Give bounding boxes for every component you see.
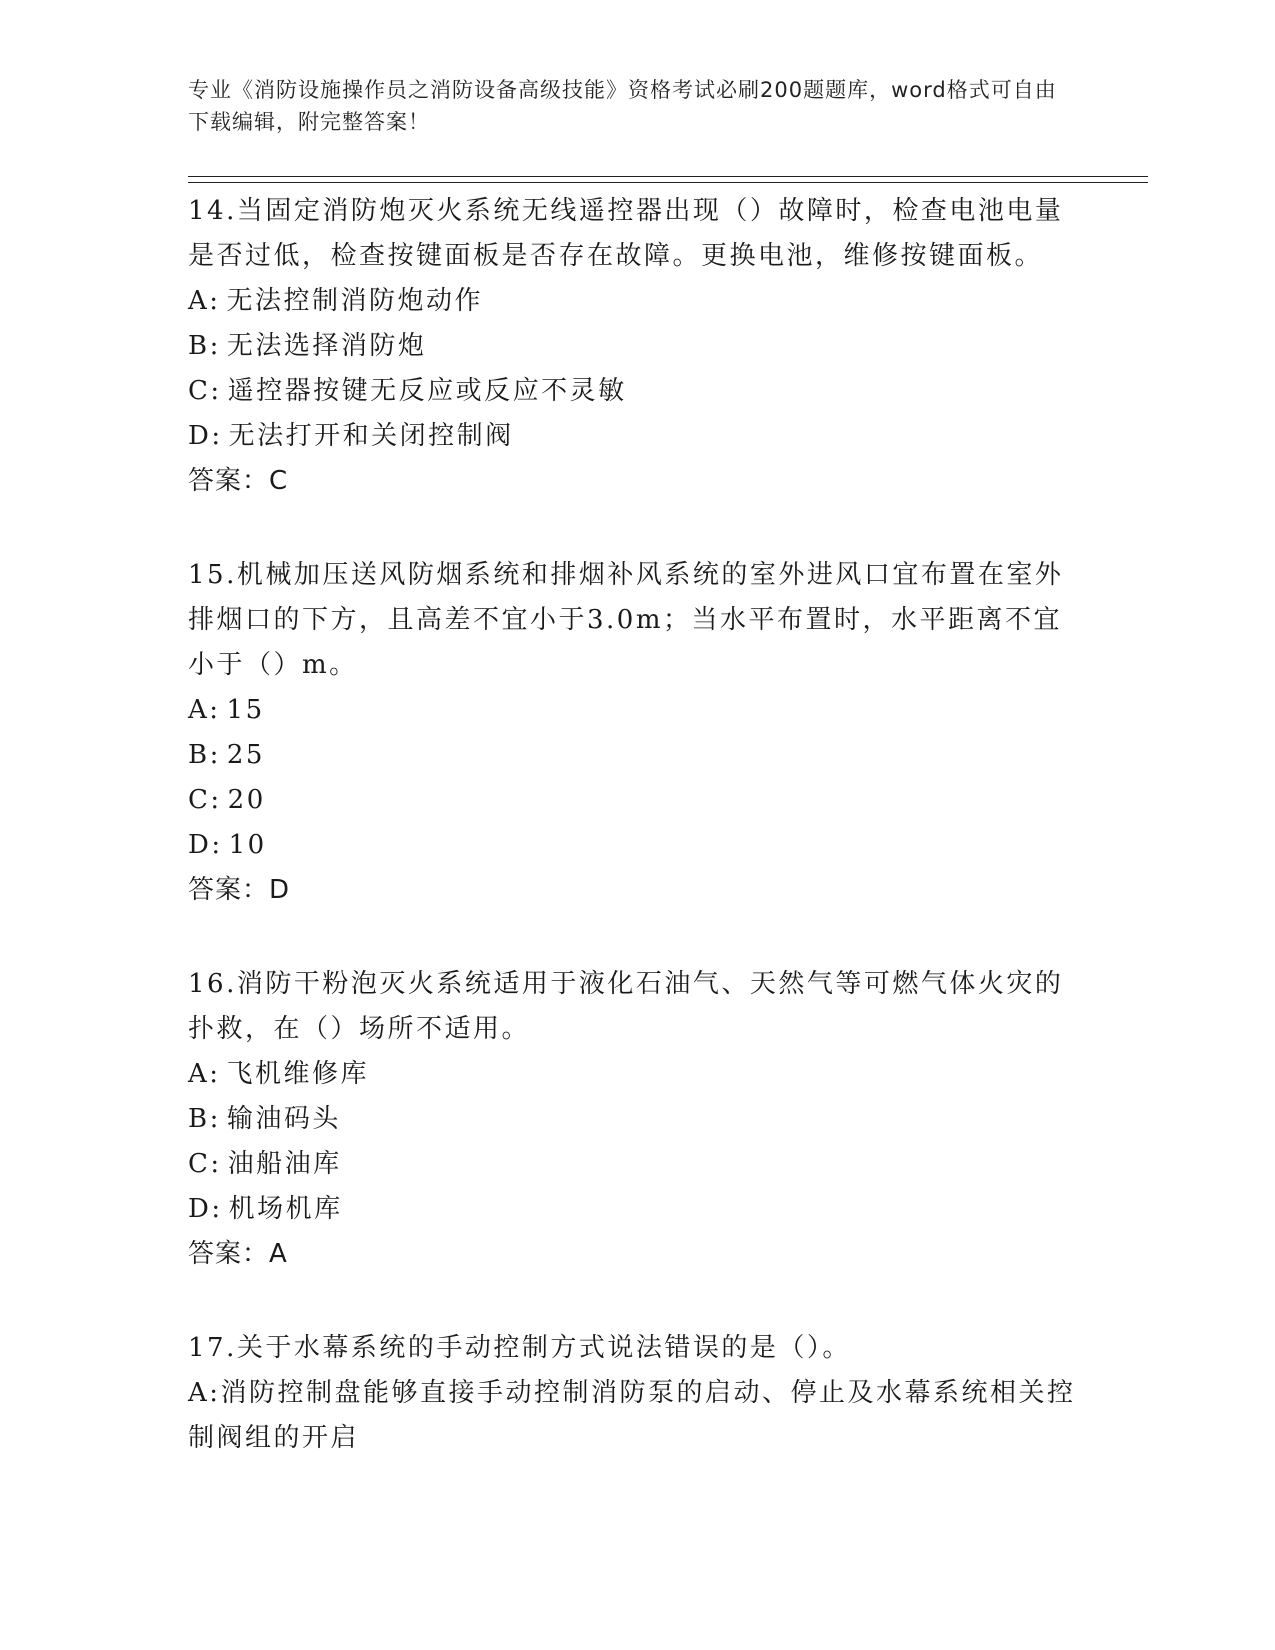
option-label: A: xyxy=(188,695,221,725)
option-label: C: xyxy=(188,1149,222,1179)
option-c xyxy=(188,778,1078,823)
question-15 xyxy=(188,553,1078,913)
header-divider-bottom xyxy=(188,182,1148,183)
option-text: 飞机维修库 xyxy=(226,1059,370,1089)
option-text: 10 xyxy=(228,830,267,860)
question-stem: 14.当固定消防炮灭火系统无线遥控器出现（）故障时，检查电池电量是否过低，检查按键面板是否存在故障。更换电池，维修按键面板。 xyxy=(188,196,1064,271)
option-label: B: xyxy=(188,1104,221,1134)
option-c xyxy=(188,369,1078,414)
answer: 答案：A xyxy=(188,1239,288,1269)
option-label: B: xyxy=(188,740,221,770)
option-text: 无法控制消防炮动作 xyxy=(226,286,484,316)
document-header: 专业《消防设施操作员之消防设备高级技能》资格考试必刷200题题库，word格式可自由下载编辑，附完整答案！ xyxy=(188,78,1057,134)
question-stem: 17.关于水幕系统的手动控制方式说法错误的是（）。 xyxy=(188,1333,851,1363)
option-text: 机场机库 xyxy=(228,1194,343,1224)
answer: 答案：D xyxy=(188,875,291,905)
header-divider-top xyxy=(188,176,1148,177)
option-text: 无法选择消防炮 xyxy=(226,331,427,361)
option-d xyxy=(188,1187,1078,1232)
option-label: C: xyxy=(188,785,222,815)
answer: 答案：C xyxy=(188,466,289,496)
question-16 xyxy=(188,962,1078,1277)
question-17 xyxy=(188,1326,1078,1461)
option-text: 输油码头 xyxy=(226,1104,341,1134)
option-label: B: xyxy=(188,331,221,361)
option-label: D: xyxy=(188,1194,223,1224)
option-a xyxy=(188,279,1078,324)
option-text: 15 xyxy=(226,695,265,725)
question-14 xyxy=(188,189,1078,504)
option-d xyxy=(188,823,1078,868)
option-label: D: xyxy=(188,830,223,860)
option-c xyxy=(188,1142,1078,1187)
option-label: C: xyxy=(188,376,222,406)
option-b xyxy=(188,733,1078,778)
option-label: D: xyxy=(188,421,223,451)
option-text: 遥控器按键无反应或反应不灵敏 xyxy=(227,376,627,406)
option-text: 消防控制盘能够直接手动控制消防泵的启动、停止及水幕系统相关控制阀组的开启 xyxy=(188,1378,1076,1453)
option-d xyxy=(188,414,1078,459)
option-b xyxy=(188,324,1078,369)
option-text: 油船油库 xyxy=(227,1149,342,1179)
option-label: A: xyxy=(188,1378,221,1408)
option-a xyxy=(188,1052,1078,1097)
option-b xyxy=(188,1097,1078,1142)
question-stem: 15.机械加压送风防烟系统和排烟补风系统的室外进风口宜布置在室外排烟口的下方，且高差不宜小于3.0m；当水平布置时，水平距离不宜小于（）m。 xyxy=(188,560,1064,680)
question-stem: 16.消防干粉泡灭火系统适用于液化石油气、天然气等可燃气体火灾的扑救，在（）场所不适用。 xyxy=(188,969,1064,1044)
option-text: 无法打开和关闭控制阀 xyxy=(228,421,514,451)
option-a xyxy=(188,1371,1078,1461)
option-text: 25 xyxy=(226,740,265,770)
option-label: A: xyxy=(188,1059,221,1089)
option-text: 20 xyxy=(227,785,266,815)
option-a xyxy=(188,688,1078,733)
option-label: A: xyxy=(188,286,221,316)
